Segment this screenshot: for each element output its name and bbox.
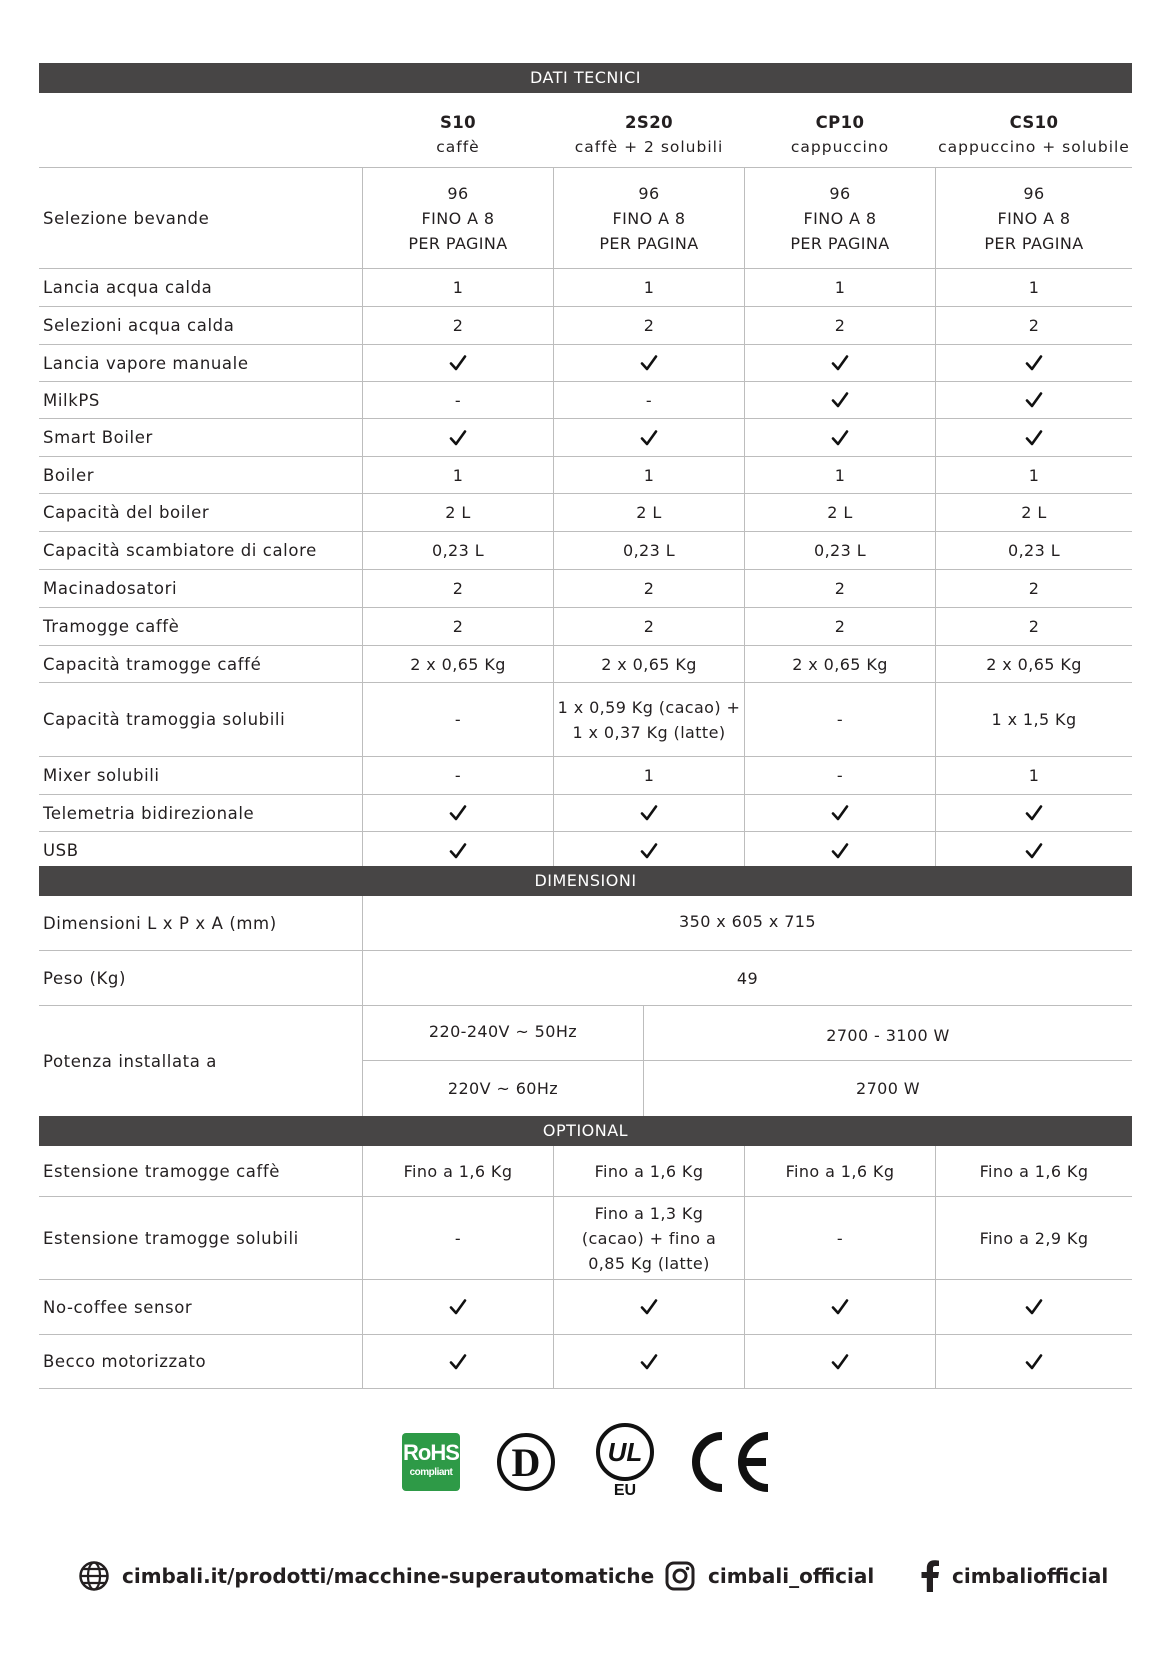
row-value: 1 [834,465,846,485]
row-value [936,795,1132,831]
row-value: 2 x 0,65 Kg [410,654,506,674]
row-value [554,1335,744,1388]
model-header-s10 [363,104,553,166]
row-value: 1 [834,278,846,297]
column-divider [935,168,936,869]
row-value: 0,23 L [813,541,867,560]
check-icon [831,842,849,860]
check-icon [1025,391,1043,409]
row-label: Estensione tramogge solubili [43,1228,299,1248]
column-divider [362,896,363,1116]
row-value: 96 FINO A 8 PER PAGINA [408,183,508,253]
row-value: 1 [643,766,655,785]
power-voltage-60hz: 220V ~ 60Hz [447,1078,559,1098]
row-label: Boiler [43,465,95,485]
row-value: 2 [643,579,655,598]
column-divider [553,168,554,869]
instagram-link[interactable] [664,1560,874,1592]
row-value [745,345,935,381]
model-name: 2S20 [625,113,673,132]
row-value [745,419,935,456]
row-value: - [836,710,844,729]
row-value [554,795,744,831]
row-value [936,1335,1132,1388]
row-label: USB [43,841,79,860]
ce-mark-logo [686,1430,776,1494]
check-icon [449,804,467,822]
model-name: CP10 [815,113,865,132]
row-value: 0,23 L [431,541,485,560]
row-value: - [454,390,462,410]
row-label: No-coffee sensor [43,1297,193,1317]
instagram-icon [664,1560,696,1592]
row-value: - [454,766,462,785]
model-description: caffè [436,138,480,156]
row-value: Fino a 1,6 Kg [979,1161,1089,1181]
ul-region-label: EU [613,1482,637,1499]
check-icon [640,804,658,822]
ul-eu-logo [596,1423,658,1505]
row-label: Lancia vapore manuale [43,353,249,373]
row-value: 2 [834,617,846,636]
check-icon [640,842,658,860]
row-value [936,832,1132,869]
row-label: Mixer solubili [43,766,160,785]
row-label: Selezione bevande [43,208,210,228]
row-value: 2 [452,617,464,636]
row-value: 1 [452,465,464,485]
row-value: - [836,1228,844,1248]
row-label: Macinadosatori [43,579,178,598]
row-label: Telemetria bidirezionale [43,803,255,823]
check-icon [1025,804,1043,822]
row-value: 2 [452,316,464,335]
row-value: Fino a 2,9 Kg [979,1228,1089,1248]
check-icon [449,1298,467,1316]
row-label: Smart Boiler [43,428,153,447]
row-value: 1 [643,465,655,485]
check-icon [831,1353,849,1371]
row-value: 1 x 0,59 Kg (cacao) + 1 x 0,37 Kg (latte) [557,697,741,742]
check-icon [449,1353,467,1371]
row-value: 2 [643,617,655,636]
row-divider [39,950,1132,951]
check-icon [640,1298,658,1316]
row-value [554,345,744,381]
row-value [363,832,553,869]
check-icon [831,391,849,409]
row-value: 2 [1028,579,1040,598]
rohs-logo-subtext: compliant [409,1467,453,1478]
row-divider [39,1005,1132,1006]
row-label: Tramogge caffè [43,617,180,636]
row-value: 1 [452,278,464,297]
check-icon [640,429,658,447]
dimensions-size-value: 350 x 605 x 715 [679,911,816,931]
row-value: 2 [1028,617,1040,636]
row-divider [363,1060,1132,1061]
row-label: Capacità scambiatore di calore [43,541,317,560]
row-label: Estensione tramogge caffè [43,1161,281,1181]
check-icon [831,1298,849,1316]
row-value: 2 [643,316,655,335]
row-value [363,795,553,831]
row-value [745,1335,935,1388]
ce-mark-text [686,1430,687,1431]
check-icon [640,354,658,372]
check-icon [449,354,467,372]
row-value: 2 [452,579,464,598]
row-value: 0,23 L [622,541,676,560]
row-value: - [645,390,653,410]
website-text: cimbali.it/prodotti/macchine-superautomatiche [122,1564,655,1588]
row-value [936,382,1132,418]
facebook-icon [920,1560,940,1592]
row-value: 2 L [1021,503,1047,522]
row-value [363,1335,553,1388]
instagram-text: cimbali_official [708,1564,875,1588]
website-link[interactable] [78,1560,654,1592]
row-value: - [836,766,844,785]
dimensions-power-label: Potenza installata a [43,1051,217,1071]
facebook-link[interactable] [920,1560,1108,1592]
row-value [554,1280,744,1334]
check-icon [1025,1353,1043,1371]
row-value [363,419,553,456]
row-label: Becco motorizzato [43,1352,207,1371]
row-value: Fino a 1,6 Kg [403,1161,513,1181]
check-icon [831,354,849,372]
dimensions-size-label: Dimensioni L x P x A (mm) [43,913,277,933]
row-value: Fino a 1,6 Kg [594,1161,704,1181]
row-value [745,1280,935,1334]
row-value: 0,23 L [1007,541,1061,560]
ul-mark-circle [596,1423,654,1481]
check-icon [640,1353,658,1371]
model-description: caffè + 2 solubili [574,138,724,156]
check-icon [1025,429,1043,447]
d-mark-logo [497,1433,555,1491]
check-icon [1025,842,1043,860]
section-header-optional: OPTIONAL [39,1116,1132,1146]
row-value [936,1280,1132,1334]
row-label: MilkPS [43,390,100,410]
row-value: 2 [834,316,846,335]
row-value [745,382,935,418]
rohs-logo [402,1433,460,1491]
column-divider [935,1146,936,1388]
row-value: 1 [643,278,655,297]
row-value: 1 [1028,278,1040,297]
row-value: 1 [1028,766,1040,785]
row-value [554,832,744,869]
row-value: Fino a 1,6 Kg [785,1161,895,1181]
check-icon [831,804,849,822]
dimensions-weight-value: 49 [736,968,759,988]
row-value: 2 x 0,65 Kg [792,654,888,674]
model-description: cappuccino + solubile [938,138,1130,156]
row-value: 1 x 1,5 Kg [991,710,1077,729]
check-icon [831,429,849,447]
column-divider [362,168,363,869]
row-label: Capacità tramoggia solubili [43,710,286,729]
row-divider [39,1388,1132,1389]
row-value: - [454,710,462,729]
row-value [363,1280,553,1334]
facebook-text: cimbaliofficial [952,1564,1109,1588]
d-mark-letter: D [511,1439,541,1485]
power-watt-50hz: 2700 - 3100 W [826,1025,950,1045]
power-voltage-50hz: 220-240V ~ 50Hz [428,1021,578,1041]
check-icon [449,842,467,860]
model-description: cappuccino [790,138,890,156]
check-icon [449,429,467,447]
section-header-dimensions: DIMENSIONI [39,866,1132,896]
row-value: 2 [1028,316,1040,335]
row-value: 2 x 0,65 Kg [986,654,1082,674]
row-value: 2 x 0,65 Kg [601,654,697,674]
row-value: 2 L [827,503,853,522]
section-header-technical: DATI TECNICI [39,63,1132,93]
column-divider [553,1146,554,1388]
model-name: CS10 [1009,113,1059,132]
power-watt-60hz: 2700 W [855,1078,921,1098]
dimensions-weight-label: Peso (Kg) [43,968,127,988]
row-value: - [454,1228,462,1248]
column-divider [744,168,745,869]
model-header-2s20 [554,104,744,166]
row-value: 2 L [445,503,471,522]
column-divider [744,1146,745,1388]
model-header-cs10 [936,104,1132,166]
row-value: 1 [1028,465,1040,485]
row-label: Capacità tramogge caffé [43,654,262,674]
row-value [745,795,935,831]
globe-icon [78,1560,110,1592]
row-value [936,345,1132,381]
row-value: 96 FINO A 8 PER PAGINA [790,183,890,253]
column-divider [643,1006,644,1116]
check-icon [1025,354,1043,372]
row-value: 96 FINO A 8 PER PAGINA [599,183,699,253]
row-value: 2 L [636,503,662,522]
column-divider [362,1146,363,1388]
row-value: 2 [834,579,846,598]
row-label: Lancia acqua calda [43,278,213,297]
row-label: Capacità del boiler [43,503,210,522]
ul-mark-letters: UL [607,1436,643,1467]
row-value [363,345,553,381]
row-value [554,419,744,456]
row-value: 96 FINO A 8 PER PAGINA [984,183,1084,253]
row-value [936,419,1132,456]
row-value [745,832,935,869]
model-name: S10 [439,113,477,132]
row-label: Selezioni acqua calda [43,316,235,335]
model-header-cp10 [745,104,935,166]
row-value: Fino a 1,3 Kg (cacao) + fino a 0,85 Kg (latte) [581,1203,717,1273]
rohs-logo-text: RoHS [403,1440,459,1465]
check-icon [1025,1298,1043,1316]
